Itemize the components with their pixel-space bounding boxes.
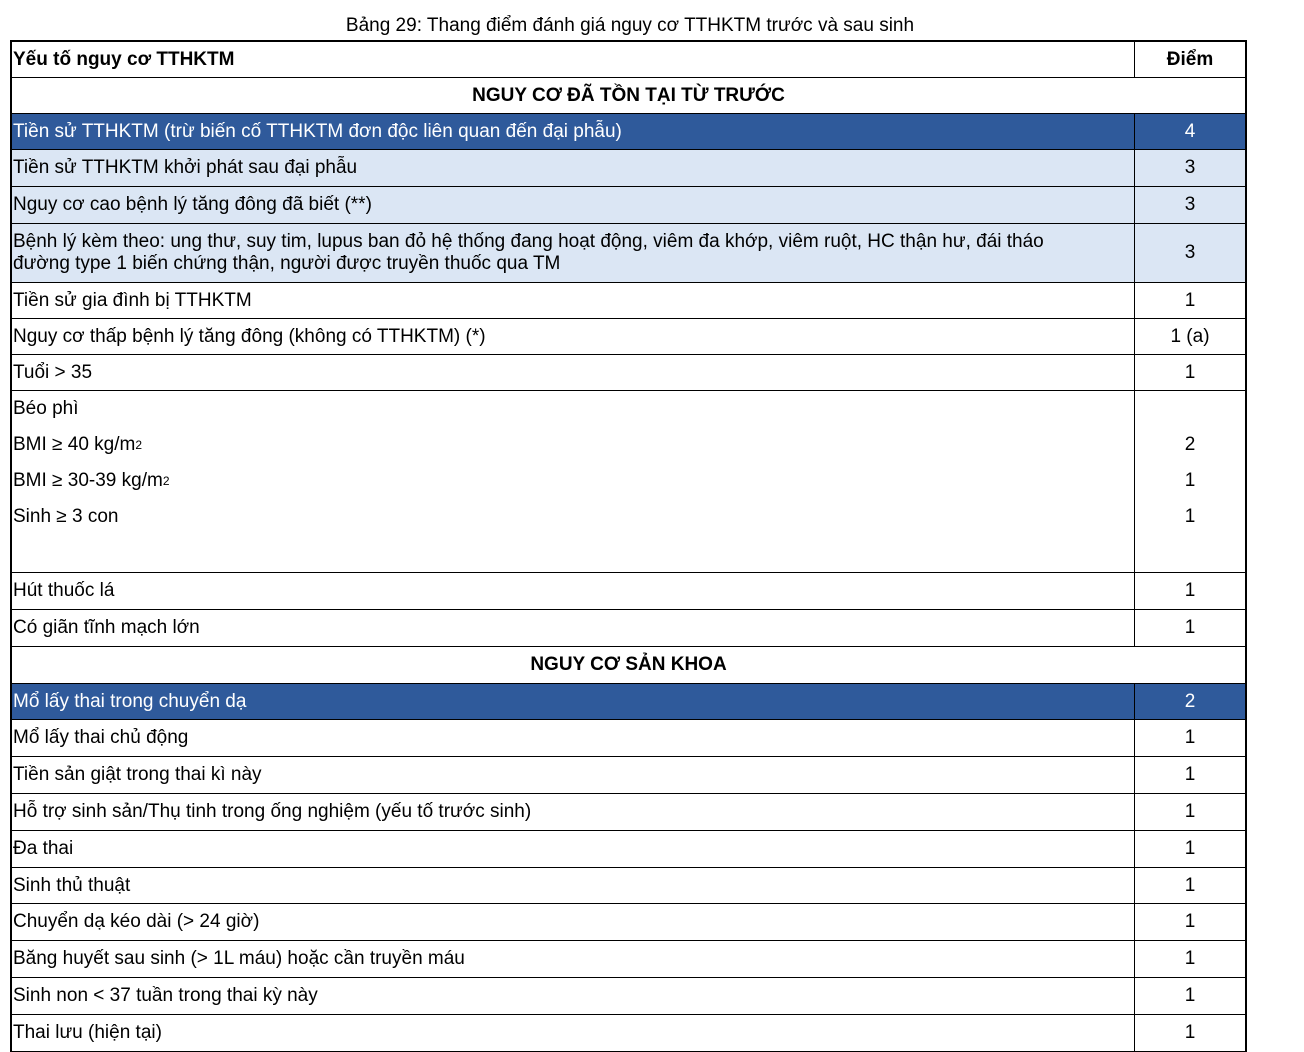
row-factor: Tuổi > 35 [12,355,1135,390]
row-score: 1 [1184,764,1196,785]
section-preexisting [12,78,1245,114]
row-factor: Thai lưu (hiện tại) [12,1015,1135,1051]
header-score: Điểm [1166,48,1214,70]
row-score: 1 (a) [1170,325,1210,347]
row-score: 4 [1184,120,1196,142]
header-factor: Yếu tố nguy cơ TTHKTM [12,42,1135,77]
table-row[interactable] [12,904,1245,941]
obesity-title: Béo phì [13,398,79,419]
row-score: 1 [1184,874,1196,896]
row-factor [12,224,1135,282]
row-factor: Hỗ trợ sinh sản/Thụ tinh trong ống nghiệm (yếu tố trước sinh) [12,794,1135,830]
row-factor: Có giãn tĩnh mạch lớn [12,610,1135,646]
row-score: 3 [1184,242,1196,263]
row-score: 1 [1184,727,1196,748]
row-factor: Tiền sử gia đình bị TTHKTM [12,283,1135,318]
table-row[interactable] [12,187,1245,224]
table-row[interactable] [12,720,1245,757]
row-score: 1 [1184,948,1196,969]
row-score: 2 [1184,690,1196,712]
row-factor: Hút thuốc lá [12,573,1135,609]
row-score: 1 [1184,289,1196,311]
parity-label: Sinh ≥ 3 con [13,506,119,527]
row-score: 1 [1184,361,1196,383]
section-title: NGUY CƠ ĐÃ TỒN TẠI TỪ TRƯỚC [472,84,785,106]
table-row[interactable] [12,355,1245,391]
row-factor: Tiền sử TTHKTM khởi phát sau đại phẫu [12,150,1135,186]
table-header-row [12,42,1245,78]
row-factor: Mổ lấy thai chủ động [12,720,1135,756]
row-score: 1 [1184,1022,1196,1043]
row-factor: Tiền sản giật trong thai kì này [12,757,1135,793]
row-factor: Sinh non < 37 tuần trong thai kỳ này [12,978,1135,1014]
bmi-40-label: BMI ≥ 40 kg/m 2 [13,434,143,455]
table-row[interactable] [12,941,1245,978]
table-row[interactable] [12,831,1245,868]
table-row[interactable] [12,684,1245,720]
row-factor: Băng huyết sau sinh (> 1L máu) hoặc cần truyền máu [12,941,1135,977]
table-row[interactable] [12,150,1245,187]
table-row[interactable] [12,573,1245,610]
row-score: 1 [1184,580,1196,601]
row-score: 3 [1184,194,1196,215]
bmi-30-label: BMI ≥ 30-39 kg/m 2 [13,470,170,491]
bmi-40-score: 2 [1184,434,1196,455]
bmi-30-score: 1 [1184,470,1196,491]
table-row[interactable] [12,1015,1245,1052]
row-factor-line: đường type 1 biến chứng thận, người được truyền thuốc qua TM [13,253,561,274]
row-score: 3 [1184,157,1196,178]
row-score: 1 [1184,838,1196,859]
row-factor: Chuyển dạ kéo dài (> 24 giờ) [12,904,1135,940]
section-obstetric [12,647,1245,684]
parity-score: 1 [1184,506,1196,527]
row-score: 1 [1184,985,1196,1006]
table-row[interactable] [12,114,1245,150]
row-factor-line: Bệnh lý kèm theo: ung thư, suy tim, lupus ban đỏ hệ thống đang hoạt động, viêm đa khớp, viêm ruột, HC thận hư, đái tháo [13,231,1044,252]
row-score: 1 [1184,911,1196,932]
obesity-scores [1135,391,1245,572]
table-caption: Bảng 29: Thang điểm đánh giá nguy cơ TTHKTM trước và sau sinh [345,15,915,36]
section-title: NGUY CƠ SẢN KHOA [530,654,727,675]
obesity-factor [12,391,1135,572]
table-row[interactable] [12,224,1245,283]
row-factor: Đa thai [12,831,1135,867]
table-row[interactable] [12,794,1245,831]
table-row[interactable] [12,978,1245,1015]
table-row[interactable] [12,283,1245,319]
table-row[interactable] [12,319,1245,355]
risk-score-table [10,40,1247,1052]
row-score: 1 [1184,617,1196,638]
row-score: 1 [1184,801,1196,822]
table-row[interactable] [12,868,1245,904]
row-factor: Sinh thủ thuật [12,868,1135,903]
obesity-parity-row[interactable] [12,391,1245,573]
row-factor: Nguy cơ cao bệnh lý tăng đông đã biết (**) [12,187,1135,223]
row-factor: Tiền sử TTHKTM (trừ biến cố TTHKTM đơn độc liên quan đến đại phẫu) [12,114,1135,149]
row-factor: Nguy cơ thấp bệnh lý tăng đông (không có TTHKTM) (*) [12,319,1135,354]
table-row[interactable] [12,757,1245,794]
table-row[interactable] [12,610,1245,647]
row-factor: Mổ lấy thai trong chuyển dạ [12,684,1135,719]
